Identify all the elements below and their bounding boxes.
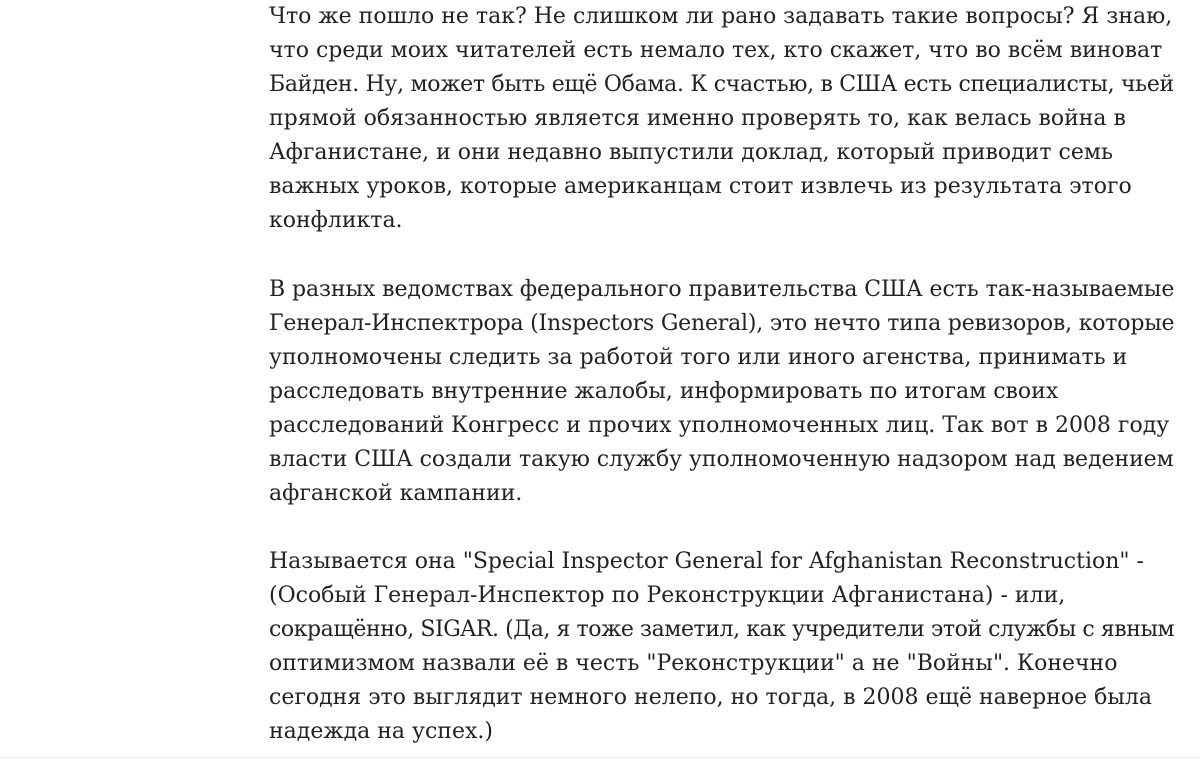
text-line: важных уроков, которые американцам стоит извлечь из результата этого <box>269 174 1132 199</box>
text-line: что среди моих читателей есть немало тех, кто скажет, что во всём виноват <box>269 38 1163 63</box>
text-line: (Особый Генерал-Инспектор по Реконструкции Афганистана) - или, <box>269 583 1066 608</box>
text-line: Что же пошло не так? Не слишком ли рано задавать такие вопросы? Я знаю, <box>269 4 1173 29</box>
text-line: конфликта. <box>269 208 403 233</box>
text-line: надежда на успех.) <box>269 719 493 744</box>
text-line: сокращённо, SIGAR. (Да, я тоже заметил, как учредители этой службы с явным <box>269 617 1175 642</box>
text-line: В разных ведомствах федерального правительства США есть так-называемые <box>269 277 1175 302</box>
text-line: сегодня это выглядит немного нелепо, но тогда, в 2008 ещё наверное была <box>269 685 1152 710</box>
text-line: афганской кампании. <box>269 481 523 506</box>
bottom-divider <box>0 757 1200 758</box>
text-line: расследований Конгресс и прочих уполномоченных лиц. Так вот в 2008 году <box>269 413 1170 438</box>
article-paragraph <box>269 273 1174 511</box>
text-line: власти США создали такую службу уполномоченную надзором над ведением <box>269 447 1174 472</box>
text-line: Называется она "Special Inspector General for Afghanistan Reconstruction" - <box>269 549 1144 574</box>
text-line: оптимизмом назвали её в честь "Реконструкции" а не "Войны". Конечно <box>269 651 1118 676</box>
text-line: расследовать внутренние жалобы, информировать по итогам своих <box>269 379 1059 404</box>
text-line: Генерал-Инспектрора (Inspectors General), это нечто типа ревизоров, которые <box>269 311 1175 336</box>
article-paragraph <box>269 0 1174 238</box>
text-line: уполномочены следить за работой того или иного агенства, принимать и <box>269 345 1128 370</box>
article-paragraph <box>269 545 1174 749</box>
text-line: Афганистане, и они недавно выпустили доклад, который приводит семь <box>269 140 1113 165</box>
text-line: прямой обязанностью является именно проверять то, как велась война в <box>269 106 1126 131</box>
text-line: Байден. Ну, может быть ещё Обама. К счастью, в США есть специалисты, чьей <box>269 72 1174 97</box>
